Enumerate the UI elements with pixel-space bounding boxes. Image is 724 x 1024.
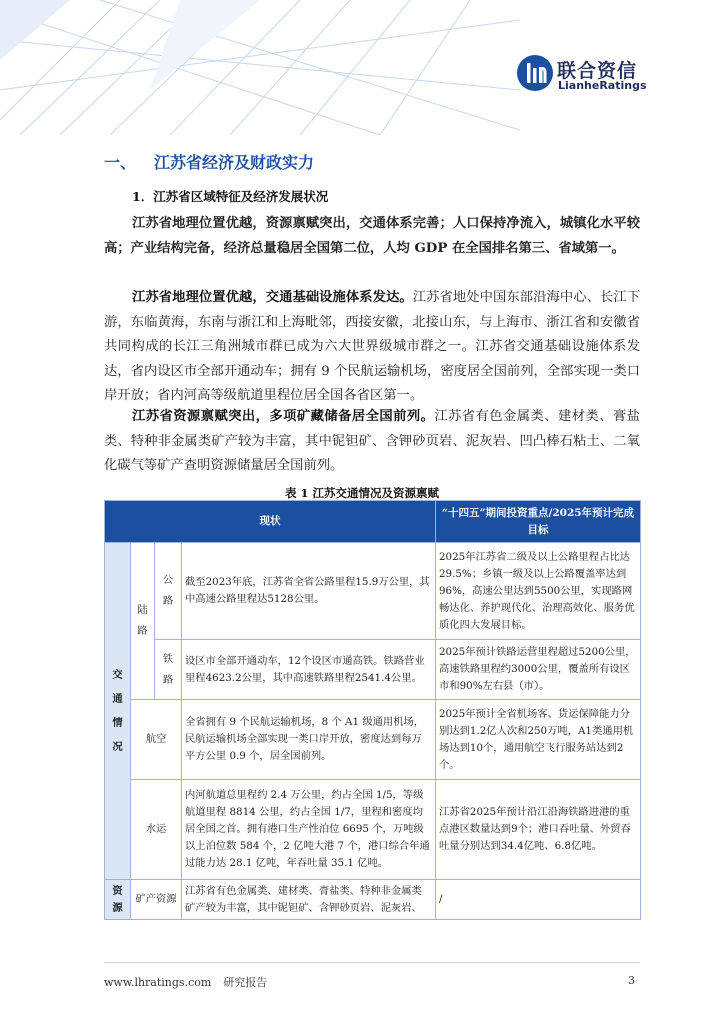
railway-current: 设区市全部开通动车，12个设区市通高铁。铁路营业里程4623.2公里，其中高速铁路里程2541.4公里。	[182, 640, 436, 700]
table-row	[105, 880, 641, 920]
company-logo	[517, 55, 647, 95]
location-paragraph	[104, 286, 640, 409]
railway-target: 2025年预计铁路运营里程超过5200公里，高速铁路里程约3000公里，覆盖所有设区市和90%左右县（市）。	[436, 640, 641, 700]
summary-paragraph: 江苏省地理位置优越，资源禀赋突出，交通体系完善；人口保持净流入，城镇化水平较高；产业结构完备，经济总量稳居全国第二位，人均 GDP 在全国排名第三、省域第一。	[104, 216, 640, 256]
footer-doc-type: 研究报告	[223, 976, 268, 989]
section-number: 一、	[104, 153, 137, 172]
header-current: 现状	[105, 501, 436, 543]
table-caption: 表 1 江苏交通情况及资源禀赋	[284, 486, 439, 500]
logo-chinese-name: 联合资信	[557, 60, 638, 82]
group-resources: 资源	[105, 880, 131, 920]
row-label-highway: 公路	[155, 543, 182, 640]
aviation-target: 2025年预计全省机场客、货运保障能力分别达到1.2亿人次和250万吨，A1类通用机场达到10个，通用航空飞行服务站达到2个。	[436, 700, 641, 780]
resources-body: 江苏省有色金属类、建材类、膏盐类、特种非金属类矿产较为丰富，其中铌钽矿、含钾砂页岩、泥灰岩、凹凸棒石粘土、二氧化碳气等矿产查明资源储量居全国前列。	[104, 409, 641, 473]
table-row	[105, 543, 641, 640]
logo-mark-icon	[517, 55, 553, 91]
highway-target: 2025年江苏省二级及以上公路里程占比达29.5%；乡镇一级及以上公路覆盖率达到96%，高速公里达到5500公里，实现路网畅达化、养护现代化、治理高效化、服务优质化四大发展目标。	[436, 543, 641, 640]
footer-left	[104, 974, 267, 990]
mineral-target: /	[436, 880, 641, 920]
resources-paragraph	[104, 405, 640, 479]
footer-website[interactable]: www.lhratings.com	[104, 976, 212, 989]
table-row	[105, 700, 641, 780]
mineral-current: 江苏省有色金属类、建材类、膏盐类、特种非金属类矿产较为丰富，其中铌钽矿、含钾砂页岩、泥灰岩、	[182, 880, 436, 920]
page-number: 3	[628, 974, 635, 987]
header-decoration	[0, 0, 520, 135]
group-land: 陆路	[131, 543, 155, 700]
resources-lead: 江苏省资源禀赋突出，多项矿藏储备居全国前列。	[132, 409, 435, 424]
row-label-mineral: 矿产资源	[131, 880, 182, 920]
water-target: 江苏省2025年预计沿江沿海铁路进港的重点港区数量达到9个；港口吞吐量、外贸吞吐量分别达到34.4亿吨、6.8亿吨。	[436, 780, 641, 880]
section-title: 江苏省经济及财政实力	[154, 153, 315, 172]
aviation-current: 全省拥有 9 个民航运输机场，8 个 A1 级通用机场，民航运输机场全部实现一类口岸开放，密度达到每万平方公里 0.9 个，居全国前列。	[182, 700, 436, 780]
subsection-heading: 1．江苏省区域特征及经济发展状况	[132, 189, 329, 204]
table-header-row	[105, 501, 641, 543]
row-label-aviation: 航空	[131, 700, 182, 780]
highway-current: 截至2023年底，江苏省全省公路里程15.9万公里，其中高速公路里程达5128公里。	[182, 543, 436, 640]
location-lead: 江苏省地理位置优越，交通基础设施体系发达。	[132, 290, 413, 305]
header-target: “十四五”期间投资重点/2025年预计完成目标	[436, 501, 641, 543]
section-heading	[104, 150, 314, 173]
logo-english-name: LianheRatings	[558, 79, 647, 92]
group-transport: 交通情况	[105, 543, 131, 880]
row-label-railway: 铁路	[155, 640, 182, 700]
water-current: 内河航道总里程约 2.4 万公里，约占全国 1/5，等级航道里程 8814 公里，约占全国 1/7，里程和密度均居全国之首。拥有港口生产性泊位 6695 个，万吨级以上泊位数 584 个，2 亿吨大港 7 个，港口综合年通过能力达 28.1 亿吨，年吞吐量 35.1 亿吨。	[182, 780, 436, 880]
footer-divider	[104, 962, 640, 963]
table-row	[105, 640, 641, 700]
row-label-water: 水运	[131, 780, 182, 880]
table-row	[105, 780, 641, 880]
transport-resources-table	[104, 500, 641, 920]
location-body: 江苏省地处中国东部沿海中心、长江下游，东临黄海，东南与浙江和上海毗邻，西接安徽，北接山东，与上海市、浙江省和安徽省共同构成的长江三角洲城市群已成为六大世界级城市群之一。江苏省交通基础设施体系发达，省内设区市全部开通动车；拥有 9 个民航运输机场，密度居全国前列，全部实现一类口岸开放；省内河高等级航道里程位居全国各省区第一。	[104, 290, 641, 403]
